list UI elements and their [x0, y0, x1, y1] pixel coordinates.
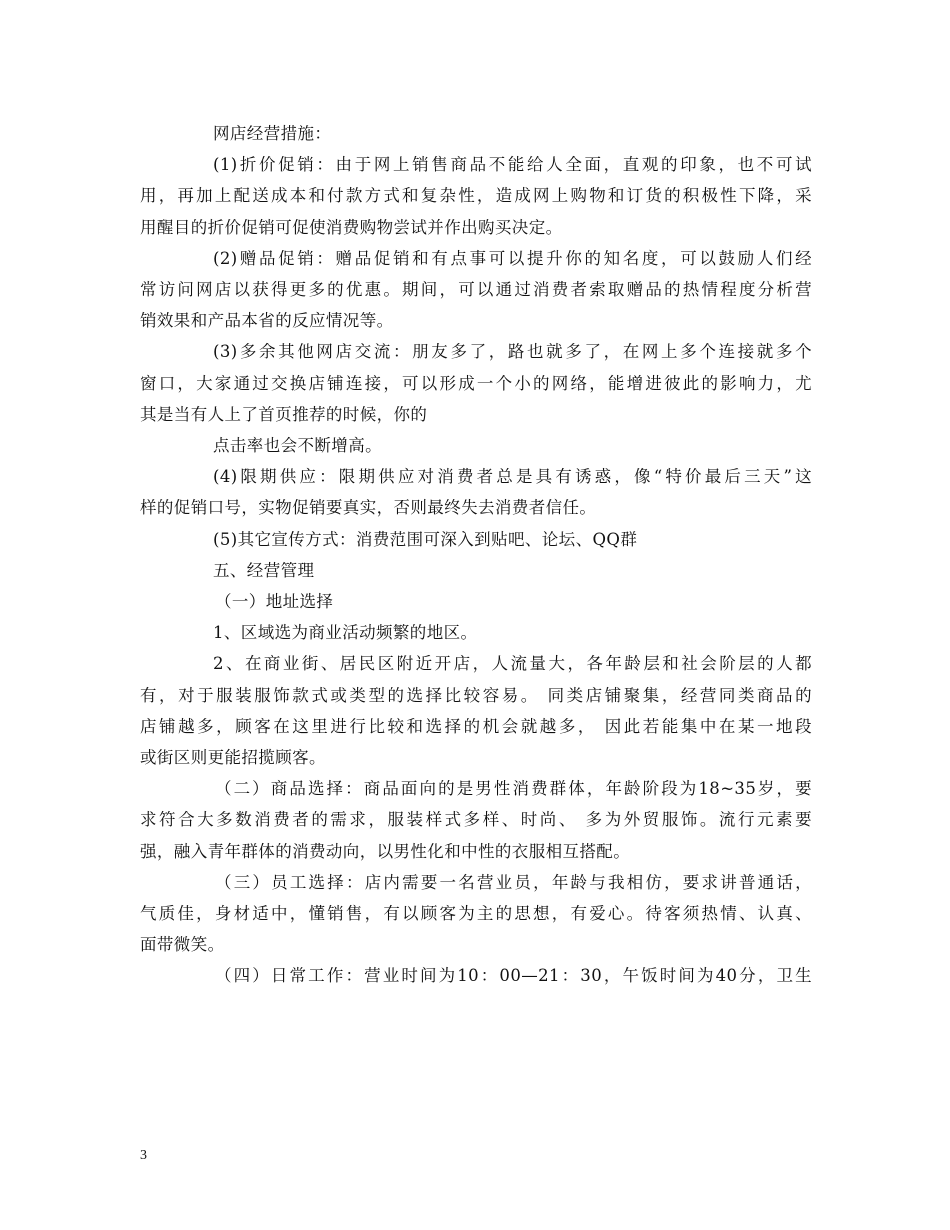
- document-body: [140, 118, 812, 992]
- line-16: （一）地址选择: [215, 592, 334, 612]
- line-21: 或街区则更能招揽顾客。: [140, 748, 326, 768]
- line-22: （二）商品选择：商品面向的是男性消费群体，年龄阶段为18~35岁，要: [215, 779, 812, 799]
- line-20: 店铺越多，顾客在这里进行比较和选择的机会就越多， 因此若能集中在某一地段: [140, 716, 812, 736]
- line-23: 求符合大多数消费者的需求，服装样式多样、时尚、 多为外贸服饰。流行元素要: [140, 810, 812, 830]
- line-12: (4)限期供应：限期供应对消费者总是具有诱惑，像“特价最后三天”这: [213, 467, 812, 487]
- line-2: (1)折价促销：由于网上销售商品不能给人全面，直观的印象，也不可试: [213, 155, 812, 175]
- line-10: 其是当有人上了首页推荐的时候，你的: [140, 404, 428, 424]
- line-3: 用，再加上配送成本和付款方式和复杂性，造成网上购物和订货的积极性下降，采: [140, 186, 812, 206]
- line-13: 样的促销口号，实物促销要真实，否则最终失去消费者信任。: [140, 498, 597, 518]
- line-24: 强，融入青年群体的消费动向，以男性化和中性的衣服相互搭配。: [140, 841, 631, 861]
- line-14: (5)其它宣传方式：消费范围可深入到贴吧、论坛、QQ群: [213, 529, 638, 549]
- line-19: 有，对于服装服饰款式或类型的选择比较容易。 同类店铺聚集，经营同类商品的: [140, 685, 812, 705]
- line-9: 窗口，大家通过交换店铺连接，可以形成一个小的网络，能增进彼此的影响力，尤: [140, 373, 812, 393]
- line-25: （三）员工选择：店内需要一名营业员，年龄与我相仿，要求讲普通话，: [215, 872, 812, 892]
- line-26: 气质佳，身材适中，懂销售，有以顾客为主的思想，有爱心。待客须热情、认真、: [140, 904, 812, 924]
- line-28: （四）日常工作：营业时间为10：00—21：30，午饭时间为40分，卫生: [215, 966, 812, 986]
- line-15: 五、经营管理: [213, 560, 315, 580]
- line-18: 2、在商业街、居民区附近开店，人流量大，各年龄层和社会阶层的人都: [213, 654, 812, 674]
- page-number: 3: [140, 1148, 147, 1163]
- line-5: (2)赠品促销：赠品促销和有点事可以提升你的知名度，可以鼓励人们经: [213, 248, 812, 268]
- line-8: (3)多余其他网店交流：朋友多了，路也就多了，在网上多个连接就多个: [213, 342, 812, 362]
- line-7: 销效果和产品本省的反应情况等。: [140, 311, 394, 331]
- line-4: 用醒目的折价促销可促使消费购物尝试并作出购买决定。: [140, 217, 563, 237]
- line-6: 常访问网店以获得更多的优惠。期间，可以通过消费者索取赠品的热情程度分析营: [140, 280, 812, 300]
- line-17: 1、区域选为商业活动频繁的地区。: [213, 623, 478, 643]
- line-1: 网店经营措施：: [213, 124, 332, 143]
- line-11: 点击率也会不断增高。: [213, 436, 382, 456]
- line-27: 面带微笑。: [140, 935, 225, 955]
